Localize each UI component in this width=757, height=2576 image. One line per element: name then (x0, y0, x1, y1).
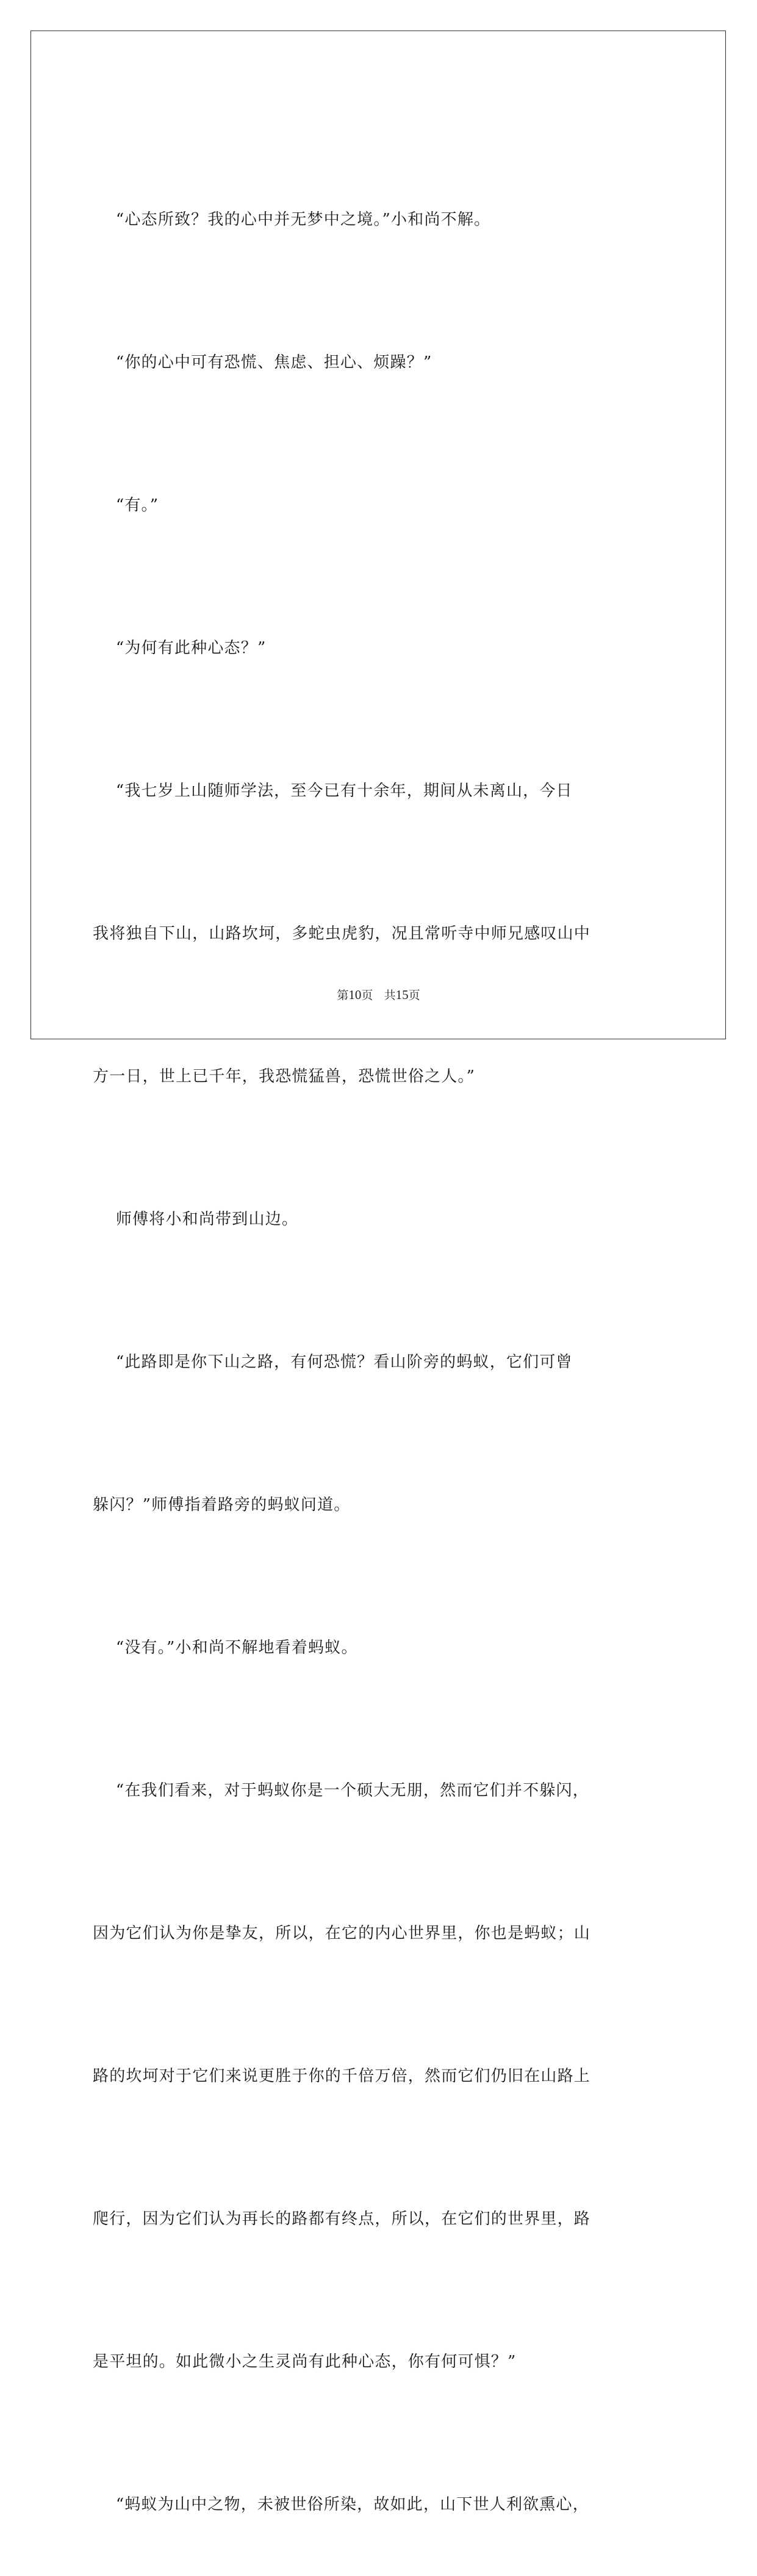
paragraph-line: 躲闪？”师傅指着路旁的蚂蚁问道。 (93, 1496, 351, 1514)
footer-total-label: 页 (408, 989, 420, 1002)
paragraph-line: 因为它们认为你是挚友，所以，在它的内心世界里，你也是蚂蚁；山 (93, 1924, 591, 1943)
total-pages-number: 15 (395, 987, 409, 1002)
paragraph-line: 路的坎坷对于它们来说更胜于你的千倍万倍，然而它们仍旧在山路上 (93, 2067, 591, 2085)
paragraph-line: “有。” (93, 496, 159, 514)
paragraph-line: “在我们看来，对于蚂蚁你是一个硕大无朋，然而它们并不躲闪， (93, 1781, 589, 1800)
paragraph-line: 方一日，世上已千年，我恐慌猛兽，恐慌世俗之人。” (93, 1067, 476, 1086)
paragraph-line: “蚂蚁为山中之物，未被世俗所染，故如此，山下世人利欲熏心， (93, 2495, 589, 2514)
paragraph-line: 是平坦的。如此微小之生灵尚有此种心态，你有何可惧？” (93, 2353, 517, 2371)
footer-page-label: 页 (361, 989, 373, 1002)
paragraph-line: “为何有此种心态？” (93, 639, 267, 657)
current-page-number: 10 (348, 987, 362, 1002)
paragraph-line: “你的心中可有恐慌、焦虑、担心、烦躁？” (93, 353, 432, 372)
footer-total-prefix: 共 (384, 989, 396, 1002)
paragraph-line: 我将独自下山，山路坎坷，多蛇虫虎豹，况且常听寺中师兄感叹山中 (93, 925, 591, 943)
paragraph-line: “心态所致？我的心中并无梦中之境。”小和尚不解。 (93, 211, 491, 229)
paragraph-line: 师傅将小和尚带到山边。 (93, 1210, 299, 1228)
footer-prefix: 第 (337, 989, 349, 1002)
paragraph-line: “此路即是你下山之路，有何恐慌？看山阶旁的蚂蚁，它们可曾 (93, 1353, 573, 1371)
paragraph-line: “我七岁上山随师学法，至今已有十余年，期间从未离山，今日 (93, 782, 573, 800)
paragraph-line: “没有。”小和尚不解地看着蚂蚁。 (93, 1639, 358, 1657)
paragraph-line: 爬行，因为它们认为再长的路都有终点，所以，在它们的世界里，路 (93, 2210, 591, 2228)
document-body (93, 101, 666, 2576)
page-footer (0, 986, 757, 1003)
